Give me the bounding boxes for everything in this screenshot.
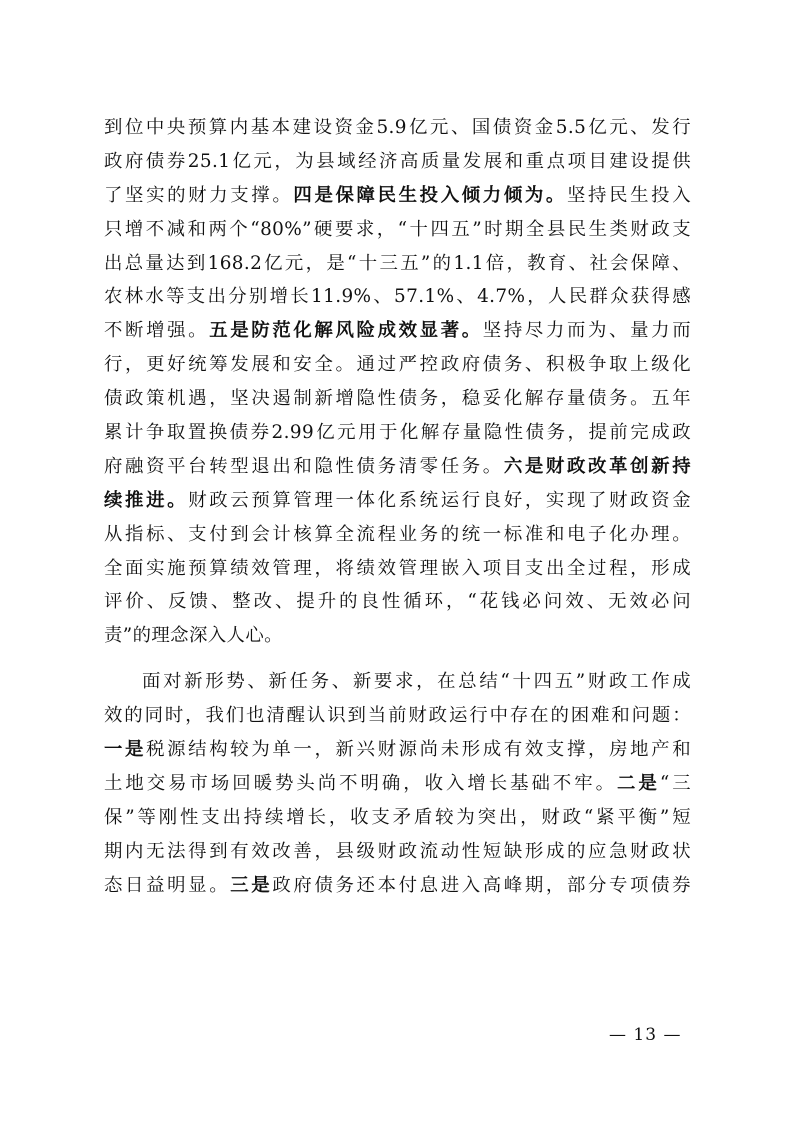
text-line: 到位中央预算内基本建设资金5.9亿元、国债资金5.5亿元、发行 [104, 117, 691, 138]
text-line [104, 767, 691, 801]
text-line: 保”等刚性支出持续增长，收支矛盾较为突出，财政“紧平衡”短 [104, 806, 691, 828]
text-line: 只增不减和两个“80%”硬要求，“十四五”时期全县民生类财政支 [104, 218, 691, 240]
text-run: “三 [659, 772, 691, 794]
bold-heading-six-cont: 续推进。 [104, 489, 189, 511]
text-run: 不断增强。 [104, 320, 210, 342]
text-run: 坚持民生投入 [566, 184, 691, 206]
text-line: 责”的理念深入人心。 [104, 625, 283, 647]
text-line [104, 179, 691, 213]
text-line [104, 733, 691, 767]
text-line: 出总量达到168.2亿元，是“十三五”的1.1倍，教育、社会保障、 [104, 252, 691, 274]
bold-point-one: 一是 [104, 739, 147, 761]
text-line: 面对新形势、新任务、新要求，在总结“十四五”财政工作成 [142, 671, 691, 693]
text-run: 政府债务还本付息进入高峰期，部分专项债券 [272, 874, 691, 896]
bold-point-two: 二是 [617, 772, 660, 794]
text-run: 府融资平台转型退出和隐性债务清零任务。 [104, 455, 504, 477]
bold-heading-four: 四是保障民生投入倾力倾为。 [293, 184, 567, 206]
text-run: 土地交易市场回暖势头尚不明确，收入增长基础不牢。 [104, 772, 618, 794]
text-run: 财政云预算管理一体化系统运行良好，实现了财政资金 [188, 489, 691, 511]
bold-point-three: 三是 [230, 874, 273, 896]
text-run: 了坚实的财力支撑。 [104, 184, 294, 206]
bold-heading-five: 五是防范化解风险成效显著。 [209, 320, 483, 342]
text-line [104, 484, 691, 518]
bold-heading-six: 六是财政改革创新持 [503, 455, 691, 477]
page-number: — 13 — [609, 1025, 682, 1045]
text-line: 政府债券25.1亿元，为县域经济高质量发展和重点项目建设提供 [104, 150, 691, 172]
text-line: 债政策机遇，坚决遏制新增隐性债务，稳妥化解存量债务。五年 [104, 388, 691, 410]
text-line: 行，更好统筹发展和安全。通过严控政府债务、积极争取上级化 [104, 354, 691, 376]
text-line: 从指标、支付到会计核算全流程业务的统一标准和电子化办理。 [104, 523, 691, 545]
text-line: 期内无法得到有效改善，县级财政流动性短缺形成的应急财政状 [104, 840, 691, 862]
text-run: 态日益明显。 [104, 874, 231, 896]
text-line [104, 869, 691, 903]
text-line: 效的同时，我们也清醒认识到当前财政运行中存在的困难和问题： [104, 705, 691, 727]
text-run: 坚持尽力而为、量力而 [482, 320, 691, 342]
text-line: 全面实施预算绩效管理，将绩效管理嵌入项目支出全过程，形成 [104, 557, 691, 579]
body-text [104, 111, 691, 902]
text-run: 税源结构较为单一，新兴财源尚未形成有效支撑，房地产和 [146, 739, 691, 761]
paragraph-gap [104, 653, 691, 665]
text-line [104, 450, 691, 484]
text-line: 评价、反馈、整改、提升的良性循环，“花钱必问效、无效必问 [104, 591, 691, 613]
text-line: 农林水等支出分别增长11.9%、57.1%、4.7%，人民群众获得感 [104, 286, 691, 308]
text-line: 累计争取置换债券2.99亿元用于化解存量隐性债务，提前完成政 [104, 422, 691, 444]
text-line [104, 314, 691, 348]
